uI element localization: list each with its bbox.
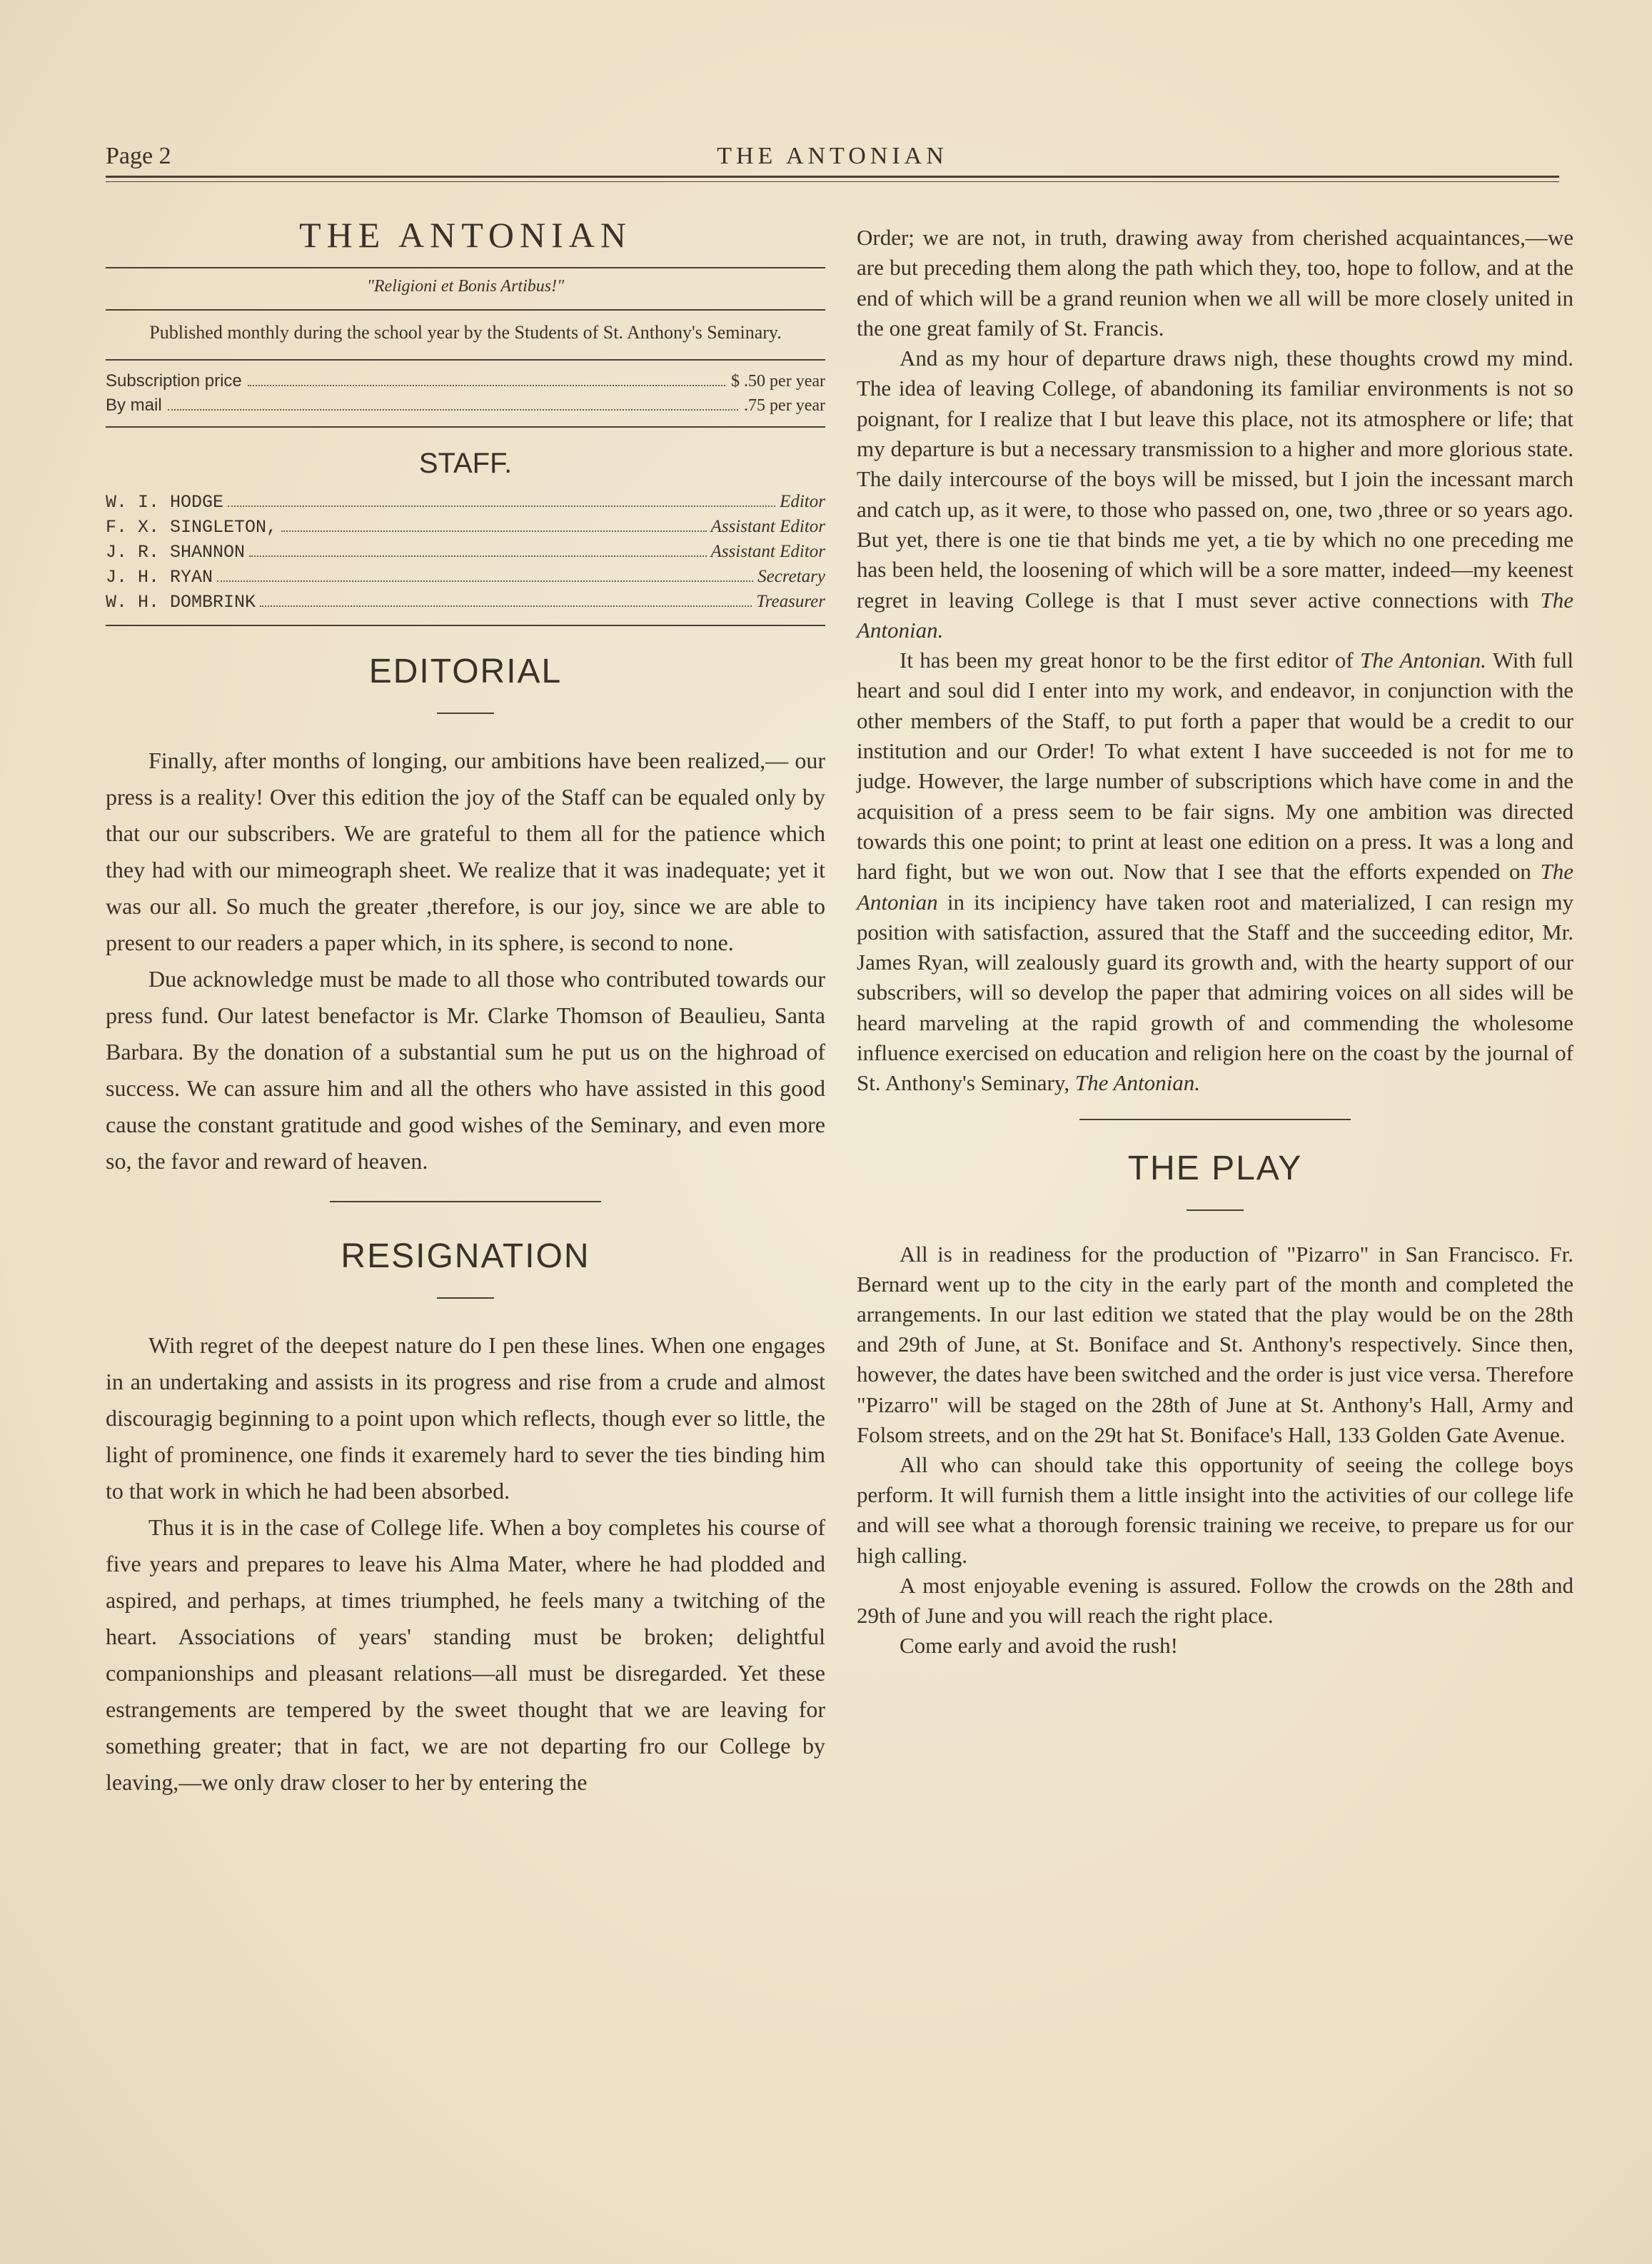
resignation-text: With full heart and soul did I enter into my work, and endeavor, in conjunction with the other members of the Staff, to put forth a paper that would be a credit to our institution and our Order! To what extent I have succeeded is not for me to judge. However, the large number of subscriptions which have come in and the acquisition of a press seem to be fair signs. My one ambition was directed towards this one point; to print at least one edition on a press. It was a long and hard fight, but we won out. Now that I see that the efforts expended on <box>857 648 1574 885</box>
editorial-heading: EDITORIAL <box>368 653 563 690</box>
subscription-price-row <box>106 369 825 393</box>
staff-role: Treasurer <box>756 592 825 611</box>
publication-name: The Antonian. <box>1074 1070 1200 1096</box>
publication-rule <box>106 359 825 361</box>
play-paragraph: All is in readiness for the production of "Pizarro" in San Francisco. Fr. Bernard went up to the city in the early part of the month and completed the arrangements. In our last edition we stated that the play would be on the 28th and 29th of June, at St. Boniface and St. Anthony's respectively. Since then, however, the dates have been switched and the order is just vice versa. Therefore "Pizarro" will be staged on the 28th of June at St. Anthony's Hall, Army and Folsom streets, and on the 29t hat St. Boniface's Hall, 133 Golden Gate Avenue. <box>857 1241 1573 1447</box>
editorial-body <box>106 743 825 1179</box>
right-column <box>857 223 1573 1661</box>
staff-row <box>106 490 825 515</box>
staff-heading: STAFF. <box>418 448 513 479</box>
staff-role: Editor <box>780 492 825 511</box>
mail-label: By mail <box>106 396 162 415</box>
subscription-label: Subscription price <box>106 371 242 391</box>
dot-leader <box>281 530 707 532</box>
resignation-body <box>106 1327 825 1801</box>
section-divider <box>1079 1119 1351 1120</box>
resignation-paragraph: Thus it is in the case of College life. When a boy completes his course of five years and prepares to leave his Alma Mater, where he had plodded and aspired, and perhaps, at times triumphed, he feels many a twitching of the heart. Associations of years' standing must be broken; delightful companionships and pleasant relations—all must be disregarded. Yet these estrangements are tempered by the sweet thought that we are leaving for something greater; that in fact, we are not departing fro our College by leaving,—we only draw closer to her by entering the <box>106 1514 825 1795</box>
staff-row <box>106 590 825 615</box>
masthead-title: THE ANTONIAN <box>299 215 632 255</box>
running-title: THE ANTONIAN <box>717 143 948 169</box>
dot-leader <box>168 409 738 411</box>
play-body <box>857 1239 1573 1661</box>
resignation-text: It has been my great honor to be the first editor of <box>900 648 1354 673</box>
subscription-value: $ .50 per year <box>731 372 825 391</box>
resignation-continued-paragraph: Order; we are not, in truth, drawing away from cherished acquaintances,—we are but preceding them along the path which they, too, hope to follow, and at the end of which will be a grand reunion when we all will be more closely united in the one great family of St. Francis. <box>857 225 1573 341</box>
publication-name: The Antonian. <box>1360 648 1486 673</box>
left-column <box>106 207 825 1801</box>
resignation-paragraph: With regret of the deepest nature do I pen these lines. When one engages in an undertaking and assists in its progress and rise from a crude and almost discouragig beginning to a point upon which reflects, though ever so little, the light of prominence, one finds it exaremely hard to sever the ties binding him to that work in which he had been absorbed. <box>106 1332 825 1504</box>
mail-price-row <box>106 393 825 418</box>
dot-leader <box>228 505 775 507</box>
staff-role: Assistant Editor <box>710 517 825 536</box>
staff-rule <box>106 625 825 626</box>
resignation-text: in its incipiency have taken root and materialized, I can resign my position with satisfaction, assured that the Staff and the succeeding editor, Mr. James Ryan, will zealously guard its growth and, with the hearty support of our subscribers, will so develop the paper that admiring voices on all sides will be heard marveling at the rapid growth of and commending the wholesome influence exercised on education and religion here on the coast by the journal of St. Anthony's Seminary, <box>857 889 1574 1096</box>
staff-row <box>106 565 825 590</box>
resignation-text: And as my hour of departure draws nigh, these thoughts crowd my mind. The idea of leaving College, of abandoning its familiar environments is not so poignant, for I realize that I but leave this place, not its atmosphere or life; that my departure is but a necessary transmission to a higher and more glorious state. The daily intercourse of the boys will be missed, but I join the incessant march and catch up, as it were, to those who passed on, one, two ,three or so years ago. But yet, there is one tie that binds me yet, a tie by which no one preceding me has been held, the loosening of which will be a sore matter, indeed—my keenest regret in leaving College is that I must sever active connections with <box>857 346 1573 613</box>
staff-name: W. H. DOMBRINK <box>106 592 256 613</box>
staff-name: F. X. SINGLETON, <box>106 517 278 538</box>
mail-value: .75 per year <box>744 396 825 415</box>
staff-name: W. I. HODGE <box>106 492 224 513</box>
motto-rule <box>106 309 825 311</box>
page-number: Page 2 <box>106 143 171 169</box>
staff-row <box>106 540 825 565</box>
resignation-paragraph <box>857 645 1573 1098</box>
staff-role: Assistant Editor <box>710 542 825 561</box>
publication-name: The Antonian. <box>857 587 1574 643</box>
subscription-rule <box>106 426 825 428</box>
play-heading: THE PLAY <box>1127 1149 1303 1187</box>
masthead-motto: "Religioni et Bonis Artibus!" <box>366 277 565 296</box>
resignation-rule <box>437 1297 494 1299</box>
editorial-paragraph: Due acknowledge must be made to all those who contributed towards our press fund. Our latest benefactor is Mr. Clarke Thomson of Beaulieu, Santa Barbara. By the donation of a substantial sum he put us on the highroad of success. We can assure him and all the others who have assisted in this good cause the constant gratitude and good wishes of the Seminary, and even more so, the favor and reward of heaven. <box>106 966 825 1174</box>
masthead-rule <box>106 267 825 268</box>
section-divider <box>330 1201 601 1202</box>
play-paragraph: All who can should take this opportunity of seeing the college boys perform. It will furnish them a little insight into the activities of our college life and will see what a thorough forensic training we receive, to prepare us for our high calling. <box>857 1452 1573 1568</box>
page-header <box>106 143 1559 177</box>
resignation-heading: RESIGNATION <box>341 1237 590 1275</box>
editorial-paragraph: Finally, after months of longing, our ambitions have been realized,— our press is a reality! Over this edition the joy of the Staff can be equaled only by that our our subscribers. We are grateful to them all for the patience which they had with our mimeograph sheet. We realize that it was inadequate; yet it was our all. So much the greater ,therefore, is our joy, since we are able to present to our readers a paper which, in its sphere, is second to none. <box>106 748 825 955</box>
dot-leader <box>248 385 725 386</box>
header-rule <box>106 176 1559 178</box>
resignation-continued <box>857 223 1573 1099</box>
staff-row <box>106 515 825 540</box>
dot-leader <box>260 605 752 607</box>
dot-leader <box>217 580 753 582</box>
staff-role: Secretary <box>757 567 825 586</box>
play-rule <box>1187 1209 1244 1211</box>
header-rule-thin <box>106 181 1559 182</box>
dot-leader <box>249 555 707 557</box>
play-paragraph: Come early and avoid the rush! <box>900 1633 1178 1659</box>
play-paragraph: A most enjoyable evening is assured. Follow the crowds on the 28th and 29th of June and you will reach the right place. <box>857 1572 1573 1629</box>
publication-name: The Antonian <box>857 859 1574 915</box>
staff-name: J. R. SHANNON <box>106 542 246 563</box>
editorial-rule <box>437 713 494 714</box>
publication-note: Published monthly during the school year by the Students of St. Anthony's Seminary. <box>149 322 782 343</box>
staff-name: J. H. RYAN <box>106 567 213 588</box>
resignation-paragraph <box>857 343 1573 645</box>
